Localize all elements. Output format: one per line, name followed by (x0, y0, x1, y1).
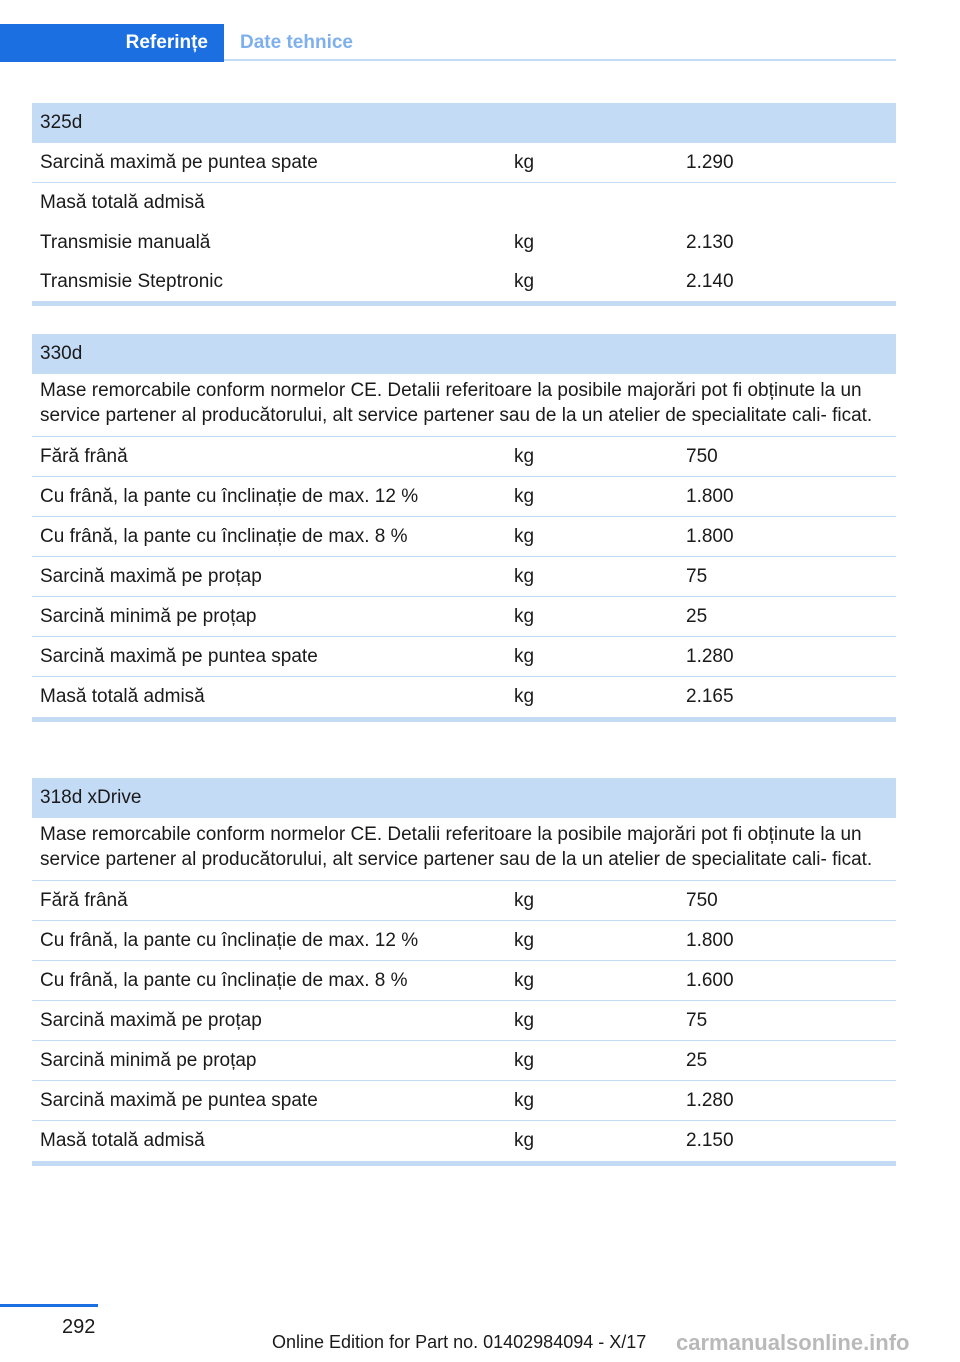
row-unit: kg (514, 890, 535, 911)
row-unit: kg (514, 271, 535, 292)
row-label: Cu frână, la pante cu înclinație de max. 8 % (40, 526, 408, 547)
row-unit: kg (514, 606, 535, 627)
row-value: 75 (686, 1010, 708, 1031)
table-row (32, 262, 896, 301)
row-label: Sarcină maximă pe proțap (40, 566, 262, 587)
table-bottom-rule (32, 1161, 896, 1166)
table-row (32, 1121, 896, 1161)
row-label: Masă totală admisă (40, 1130, 205, 1151)
row-value: 2.165 (686, 686, 734, 707)
footer-accent-line (0, 1304, 98, 1307)
row-unit: kg (514, 486, 535, 507)
table-325d (32, 103, 896, 306)
row-label: Cu frână, la pante cu înclinație de max. 8 % (40, 970, 408, 991)
table-row (32, 677, 896, 717)
row-label: Cu frână, la pante cu înclinație de max. 12 % (40, 486, 419, 507)
row-label: Fără frână (40, 446, 128, 467)
row-label: Masă totală admisă (40, 686, 205, 707)
row-unit: kg (514, 686, 535, 707)
table-row (32, 1001, 896, 1041)
table-row (32, 921, 896, 961)
row-unit: kg (514, 446, 535, 467)
table-row (32, 223, 896, 262)
row-label: Sarcină maximă pe puntea spate (40, 152, 318, 173)
row-value: 1.800 (686, 930, 734, 951)
row-unit: kg (514, 646, 535, 667)
row-label: Sarcină maximă pe proțap (40, 1010, 262, 1031)
row-label: Sarcină maximă pe puntea spate (40, 1090, 318, 1111)
table-row (32, 597, 896, 637)
table-bottom-rule (32, 717, 896, 722)
row-value: 2.140 (686, 271, 734, 292)
header-divider (224, 59, 896, 61)
table-row (32, 477, 896, 517)
table-row (32, 1041, 896, 1081)
row-unit: kg (514, 1130, 535, 1151)
row-value: 25 (686, 606, 708, 627)
row-label: Transmisie manuală (40, 232, 211, 253)
row-label: Cu frână, la pante cu înclinație de max. 12 % (40, 930, 419, 951)
row-label: Fără frână (40, 890, 128, 911)
tab-date-tehnice[interactable]: Date tehnice (240, 32, 353, 53)
row-label: Sarcină minimă pe proțap (40, 606, 257, 627)
row-value: 2.150 (686, 1130, 734, 1151)
page-header (0, 24, 896, 62)
table-row (32, 183, 896, 223)
row-label: Sarcină minimă pe proțap (40, 1050, 257, 1071)
table-bottom-rule (32, 301, 896, 306)
row-unit: kg (514, 232, 535, 253)
row-unit: kg (514, 152, 535, 173)
table-row (32, 437, 896, 477)
table-row (32, 517, 896, 557)
row-value: 750 (686, 890, 718, 911)
table-title: 318d xDrive (32, 778, 896, 818)
watermark: carmanualsonline.info (676, 1330, 910, 1355)
table-row (32, 637, 896, 677)
row-value: 750 (686, 446, 718, 467)
online-edition-text: Online Edition for Part no. 01402984094 - X/17 (272, 1332, 647, 1352)
row-unit: kg (514, 1010, 535, 1031)
row-unit: kg (514, 1050, 535, 1071)
table-318d-xdrive (32, 778, 896, 1166)
table-330d (32, 334, 896, 722)
tab-referinte[interactable]: Referințe (0, 24, 224, 62)
table-title: 330d (32, 334, 896, 374)
row-unit: kg (514, 566, 535, 587)
row-label: Sarcină maximă pe puntea spate (40, 646, 318, 667)
row-label: Transmisie Steptronic (40, 271, 224, 292)
row-value: 1.290 (686, 152, 734, 173)
row-unit: kg (514, 526, 535, 547)
table-row (32, 961, 896, 1001)
row-value: 1.600 (686, 970, 734, 991)
row-value: 1.800 (686, 526, 734, 547)
row-unit: kg (514, 1090, 535, 1111)
row-label: Masă totală admisă (40, 192, 205, 213)
table-title: 325d (32, 103, 896, 143)
table-row (32, 1081, 896, 1121)
table-row (32, 143, 896, 183)
row-value: 1.800 (686, 486, 734, 507)
page-number: 292 (62, 1316, 96, 1338)
row-unit: kg (514, 930, 535, 951)
table-note: Mase remorcabile conform normelor CE. Detalii referitoare la posibile majorări pot fi obținute la un service partener al producătorului, alt service partener sau de la un atelier de specialitate cali- ficat. (32, 818, 896, 881)
row-value: 2.130 (686, 232, 734, 253)
row-value: 1.280 (686, 646, 734, 667)
table-row (32, 881, 896, 921)
row-value: 25 (686, 1050, 708, 1071)
row-value: 1.280 (686, 1090, 734, 1111)
row-value: 75 (686, 566, 708, 587)
table-note: Mase remorcabile conform normelor CE. Detalii referitoare la posibile majorări pot fi obținute la un service partener al producătorului, alt service partener sau de la un atelier de specialitate cali- ficat. (32, 374, 896, 437)
row-unit: kg (514, 970, 535, 991)
table-row (32, 557, 896, 597)
